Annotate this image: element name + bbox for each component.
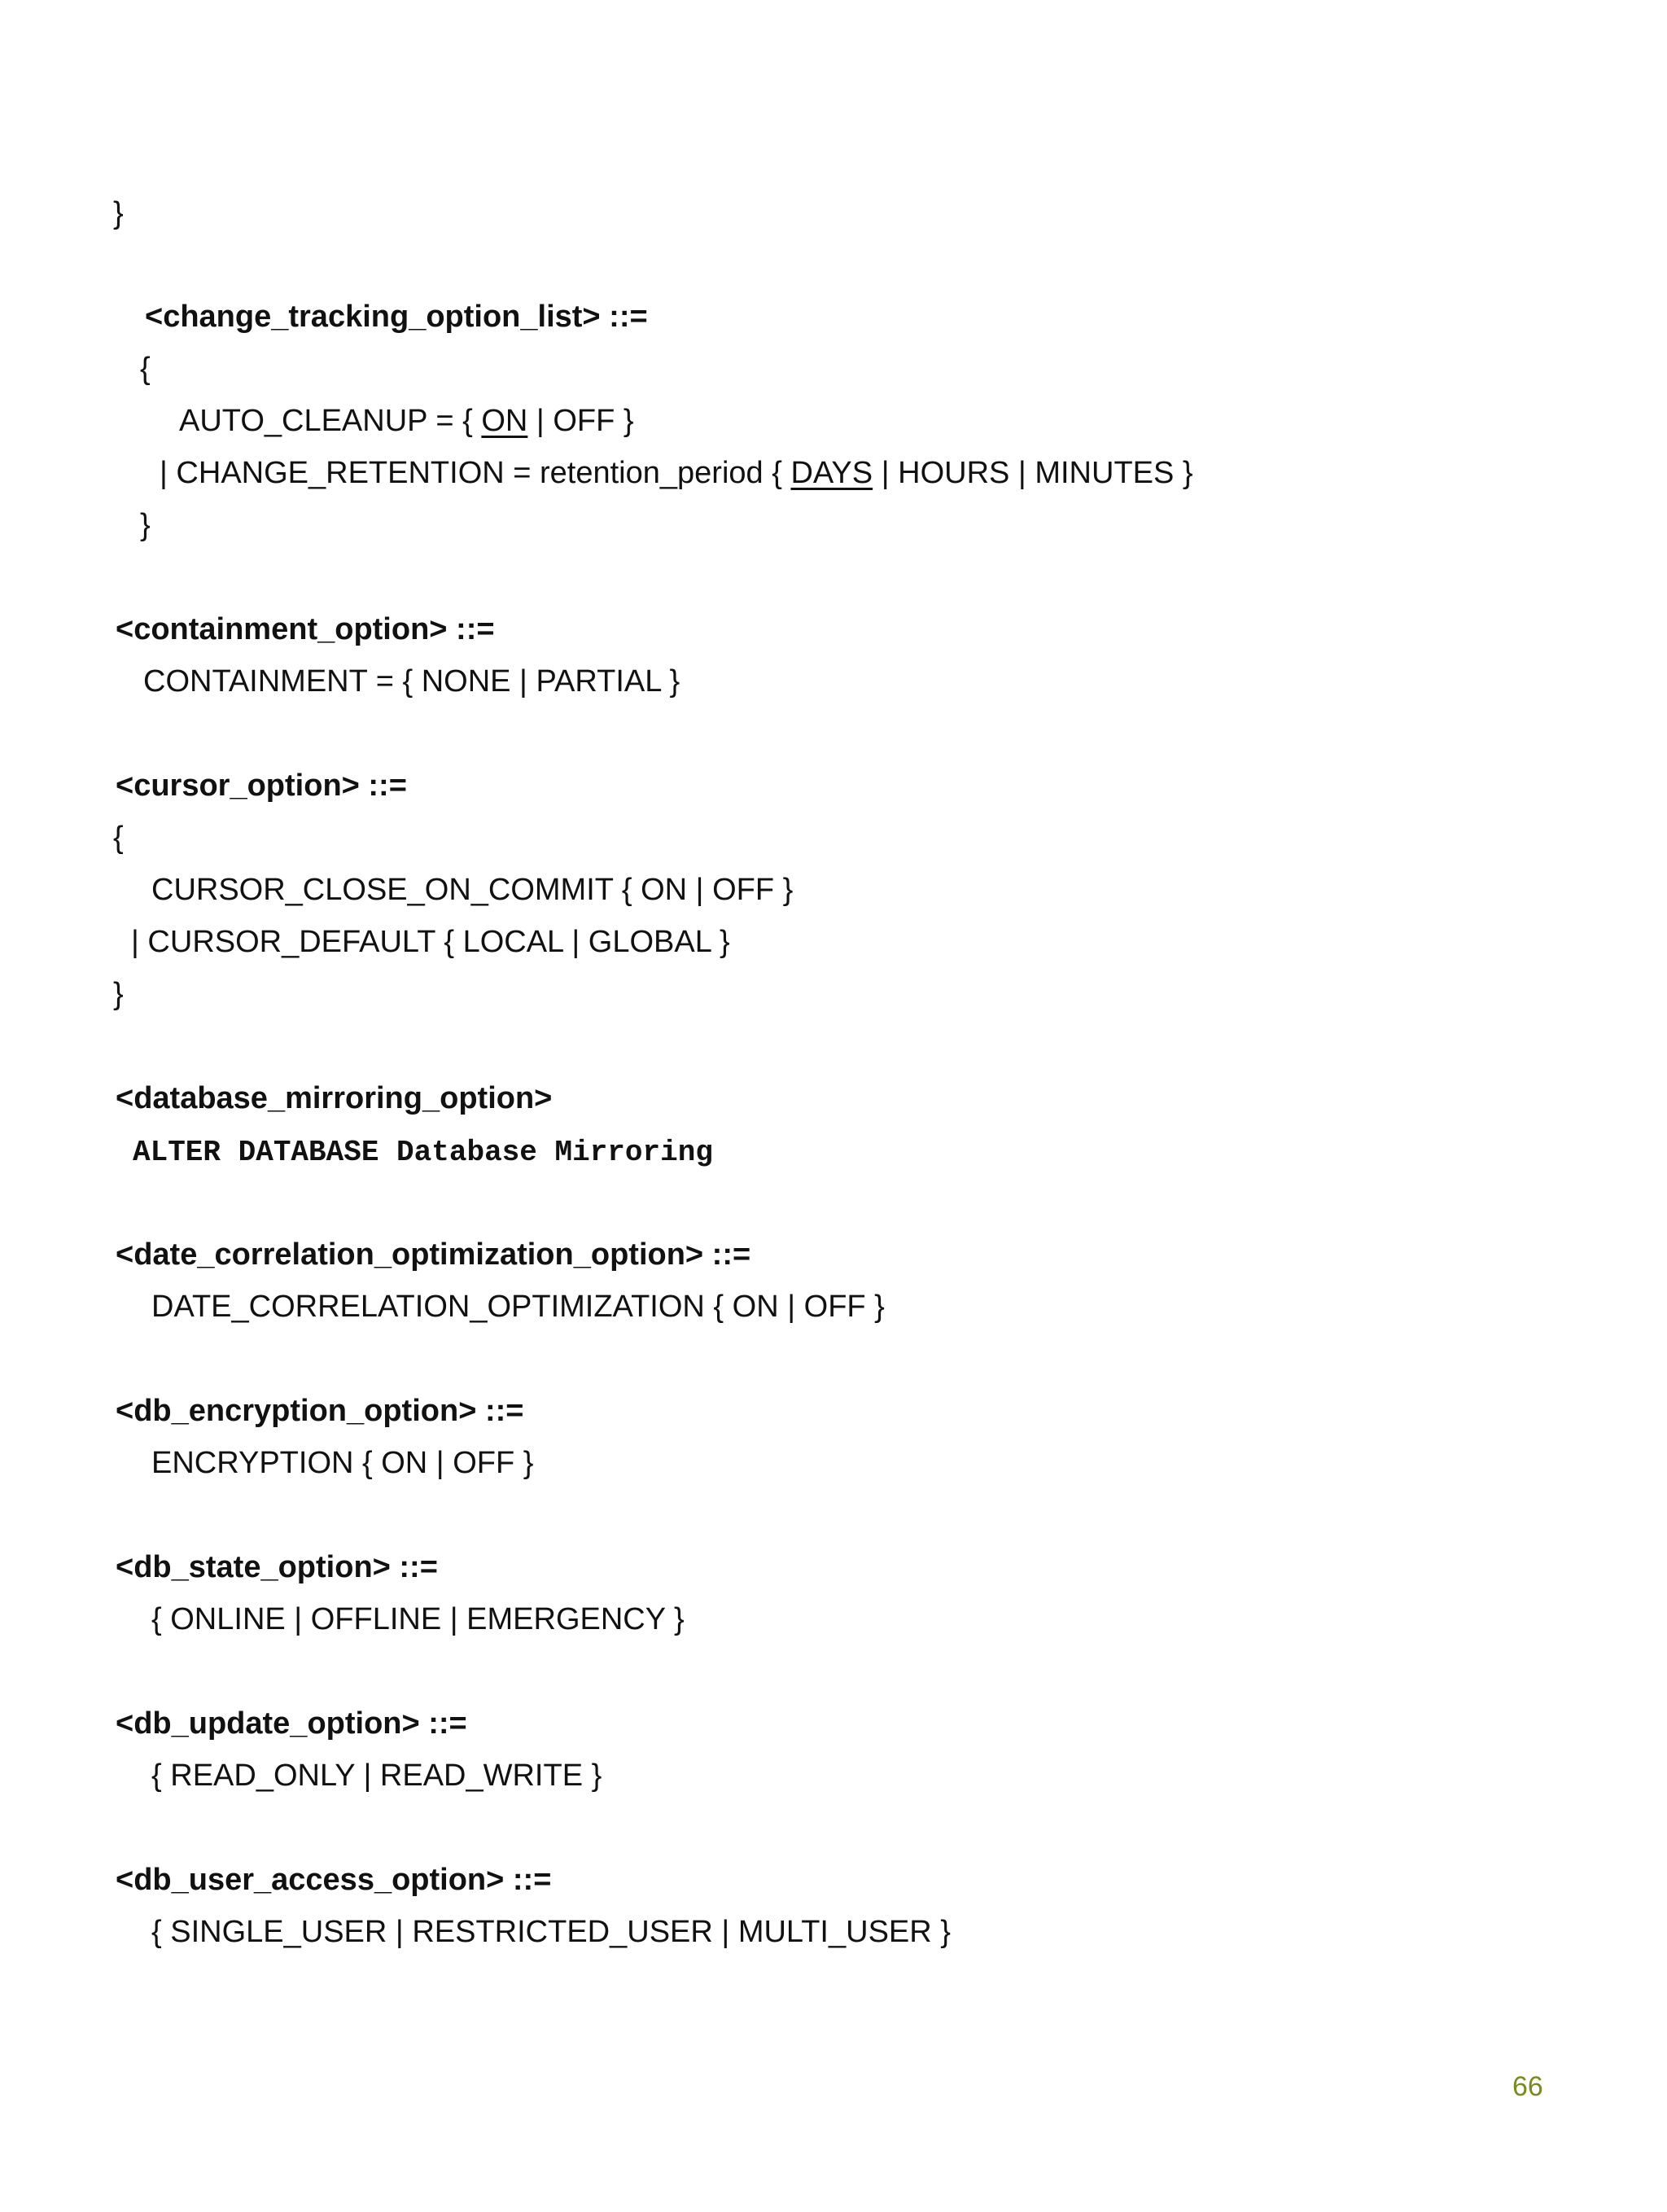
auto-cleanup-rest: | OFF } [527,404,634,438]
change-retention-text: | CHANGE_RETENTION = retention_period { [160,456,791,490]
change-retention-line [160,458,1193,488]
closing-brace: } [140,508,151,542]
date-correlation-optimization-option-heading: <date_correlation_optimization_option> ::= [116,1237,751,1272]
auto-cleanup-text: AUTO_CLEANUP = { [179,404,482,438]
change-tracking-option-list-heading: <change_tracking_option_list> ::= [145,300,648,334]
page-number: 66 [1512,2071,1543,2102]
cursor-default-line: | CURSOR_DEFAULT { LOCAL | GLOBAL } [131,925,730,959]
change-retention-rest: | HOURS | MINUTES } [873,456,1193,490]
change-retention-default: DAYS [790,456,873,490]
containment-line: CONTAINMENT = { NONE | PARTIAL } [143,664,680,699]
auto-cleanup-line [179,405,634,436]
db-update-values-line: { READ_ONLY | READ_WRITE } [151,1759,602,1793]
db-state-option-heading: <db_state_option> ::= [116,1550,438,1584]
opening-brace: { [140,352,151,386]
db-user-access-option-heading: <db_user_access_option> ::= [116,1863,552,1897]
closing-brace: } [113,196,124,230]
auto-cleanup-default: ON [481,404,528,438]
db-user-access-values-line: { SINGLE_USER | RESTRICTED_USER | MULTI_USER } [151,1915,951,1949]
closing-brace: } [113,977,124,1011]
alter-database-mirroring-line: ALTER DATABASE Database Mirroring [133,1136,713,1169]
containment-option-heading: <containment_option> ::= [116,612,495,646]
date-correlation-optimization-line: DATE_CORRELATION_OPTIMIZATION { ON | OFF } [151,1290,885,1324]
cursor-option-heading: <cursor_option> ::= [116,769,407,803]
cursor-close-on-commit-line: CURSOR_CLOSE_ON_COMMIT { ON | OFF } [151,873,794,907]
database-mirroring-option-heading: <database_mirroring_option> [116,1081,553,1115]
db-update-option-heading: <db_update_option> ::= [116,1706,467,1741]
db-state-values-line: { ONLINE | OFFLINE | EMERGENCY } [151,1602,685,1636]
db-encryption-option-heading: <db_encryption_option> ::= [116,1394,524,1428]
opening-brace: { [113,821,124,855]
encryption-line: ENCRYPTION { ON | OFF } [151,1446,534,1480]
